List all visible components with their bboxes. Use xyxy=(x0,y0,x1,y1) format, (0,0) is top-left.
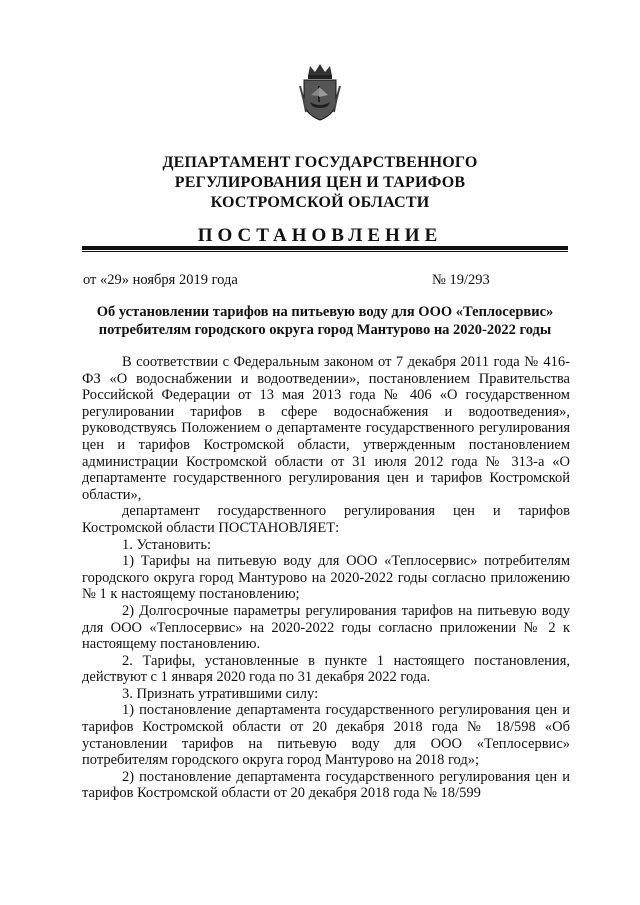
org-line-1: ДЕПАРТАМЕНТ ГОСУДАРСТВЕННОГО xyxy=(162,154,478,171)
paragraph: 1) Тарифы на питьевую воду для ООО «Теплосервис» потребителям городского округа город Мантурово на 2020-2022 годы согласно приложению № 1 к настоящему постановлению; xyxy=(82,553,570,603)
paragraph: 1. Установить: xyxy=(122,536,212,553)
paragraph: 1) постановление департамента государственного регулирования цен и тарифов Костромской области от 20 декабря 2018 года № 18/598 «Об установлении тарифов на питьевую воду для ООО «Теплосервис» потребителям городского округа город Мантурово на 2018 год»; xyxy=(82,702,570,769)
coat-of-arms-icon xyxy=(298,62,342,122)
document-type: ПОСТАНОВЛЕНИЕ xyxy=(197,225,443,246)
org-line-2: РЕГУЛИРОВАНИЯ ЦЕН И ТАРИФОВ xyxy=(174,174,466,191)
paragraph: 2) постановление департамента государственного регулирования цен и тарифов Костромской области от 20 декабря 2018 года № 18/599 xyxy=(82,768,570,802)
document-date: от «29» ноября 2019 года xyxy=(83,272,238,288)
paragraph: 2. Тарифы, установленные в пункте 1 настоящего постановления, действуют с 1 января 2020 года по 31 декабря 2022 года. xyxy=(82,652,570,686)
subject-line-1: Об установлении тарифов на питьевую воду для ООО «Теплосервис» xyxy=(96,304,554,320)
header-divider xyxy=(82,246,568,250)
subject-line-2: потребителям городского округа город Мантурово на 2020-2022 годы xyxy=(98,322,552,338)
header-divider-thin xyxy=(82,251,568,252)
paragraph: В соответствии с Федеральным законом от 7 декабря 2011 года № 416-ФЗ «О водоснабжении и водоотведении», постановлением Правительства Российской Федерации от 13 мая 2013 года № 406 «О государственном регулировании тарифов в сфере водоснабжения и водоотведения», руководствуясь Положением о департаменте государственного регулирования цен и тарифов Костромской области, утвержденным постановлением администрации Костромской области от 31 июля 2012 года № 313-а «О департаменте государственного регулирования цен и тарифов Костромской области», xyxy=(82,354,570,503)
document-body xyxy=(82,354,570,802)
document-subject xyxy=(80,303,570,339)
paragraph: 3. Признать утратившими силу: xyxy=(122,685,319,702)
org-line-3: КОСТРОМСКОЙ ОБЛАСТИ xyxy=(210,194,430,211)
organization-name xyxy=(0,153,640,213)
paragraph: департамент государственного регулирования цен и тарифов Костромской области ПОСТАНОВЛЯЕТ: xyxy=(82,503,570,536)
document-number: № 19/293 xyxy=(432,272,490,288)
paragraph: 2) Долгосрочные параметры регулирования тарифов на питьевую воду для ООО «Теплосервис» на 2020-2022 годы согласно приложении № 2 к настоящему постановлению. xyxy=(82,602,570,653)
